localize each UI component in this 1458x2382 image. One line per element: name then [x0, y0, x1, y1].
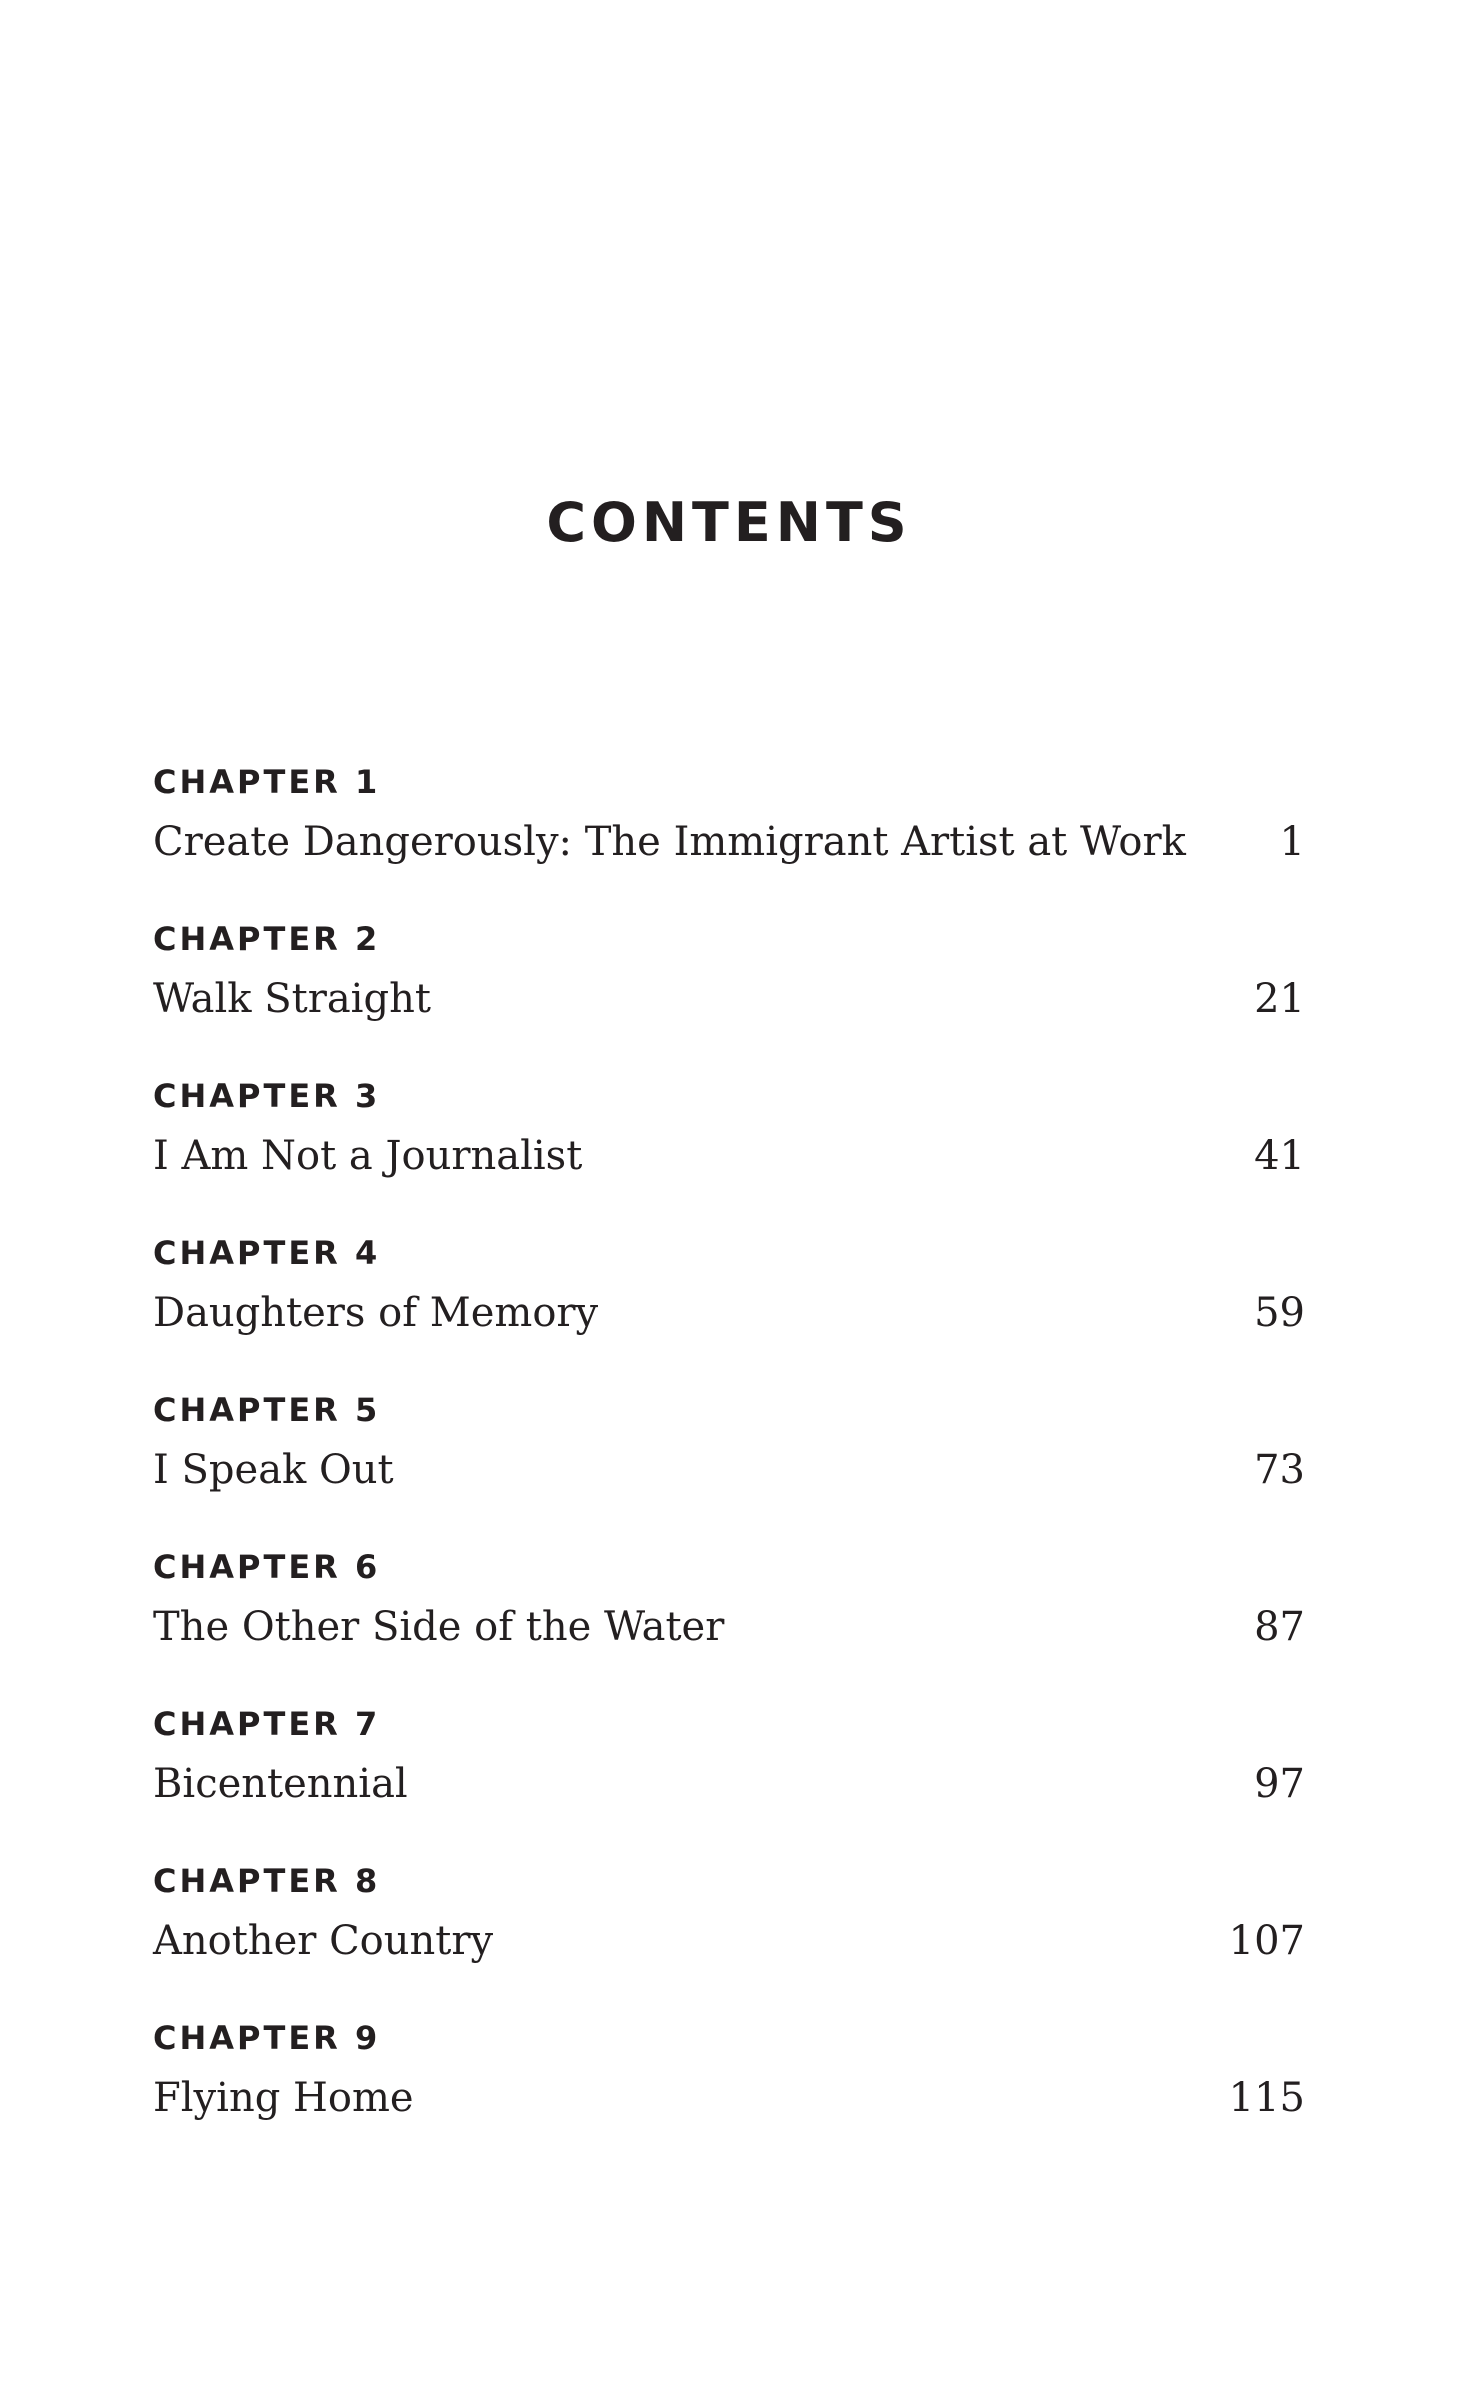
chapter-page-number: 87	[1254, 1604, 1305, 1650]
chapter-page-number: 21	[1254, 976, 1305, 1022]
chapter-title: Another Country	[153, 1918, 494, 1964]
toc-entry-chapter-1	[153, 757, 1305, 914]
toc-entry-chapter-8	[153, 1856, 1305, 2013]
contents-heading: CONTENTS	[546, 491, 912, 554]
chapter-page-number: 59	[1254, 1290, 1305, 1336]
chapter-page-number: 73	[1254, 1447, 1305, 1493]
chapter-label: CHAPTER 8	[153, 1862, 381, 1900]
toc-entry-chapter-5	[153, 1385, 1305, 1542]
chapter-label: CHAPTER 3	[153, 1077, 381, 1115]
chapter-label: CHAPTER 5	[153, 1391, 381, 1429]
chapter-title: Create Dangerously: The Immigrant Artist at Work	[153, 819, 1186, 865]
chapter-page-number: 115	[1228, 2075, 1305, 2121]
chapter-page-number: 97	[1254, 1761, 1305, 1807]
chapter-page-number: 107	[1228, 1918, 1305, 1964]
chapter-title: The Other Side of the Water	[153, 1604, 725, 1650]
chapter-title: Walk Straight	[153, 976, 431, 1022]
toc-entry-chapter-6	[153, 1542, 1305, 1699]
chapter-label: CHAPTER 6	[153, 1548, 381, 1586]
toc-entry-chapter-9	[153, 2013, 1305, 2170]
toc-entry-chapter-7	[153, 1699, 1305, 1856]
toc-entry-chapter-3	[153, 1071, 1305, 1228]
toc-entry-chapter-2	[153, 914, 1305, 1071]
chapter-title: Flying Home	[153, 2075, 414, 2121]
chapter-label: CHAPTER 7	[153, 1705, 381, 1743]
chapter-label: CHAPTER 9	[153, 2019, 381, 2057]
chapter-label: CHAPTER 1	[153, 763, 381, 801]
toc-entry-chapter-4	[153, 1228, 1305, 1385]
chapter-title: I Am Not a Journalist	[153, 1133, 583, 1179]
chapter-page-number: 1	[1279, 819, 1305, 865]
chapter-label: CHAPTER 4	[153, 1234, 381, 1272]
chapter-title: Daughters of Memory	[153, 1290, 599, 1336]
chapter-label: CHAPTER 2	[153, 920, 381, 958]
chapter-page-number: 41	[1254, 1133, 1305, 1179]
table-of-contents	[153, 757, 1305, 2170]
chapter-title: I Speak Out	[153, 1447, 394, 1493]
chapter-title: Bicentennial	[153, 1761, 408, 1807]
